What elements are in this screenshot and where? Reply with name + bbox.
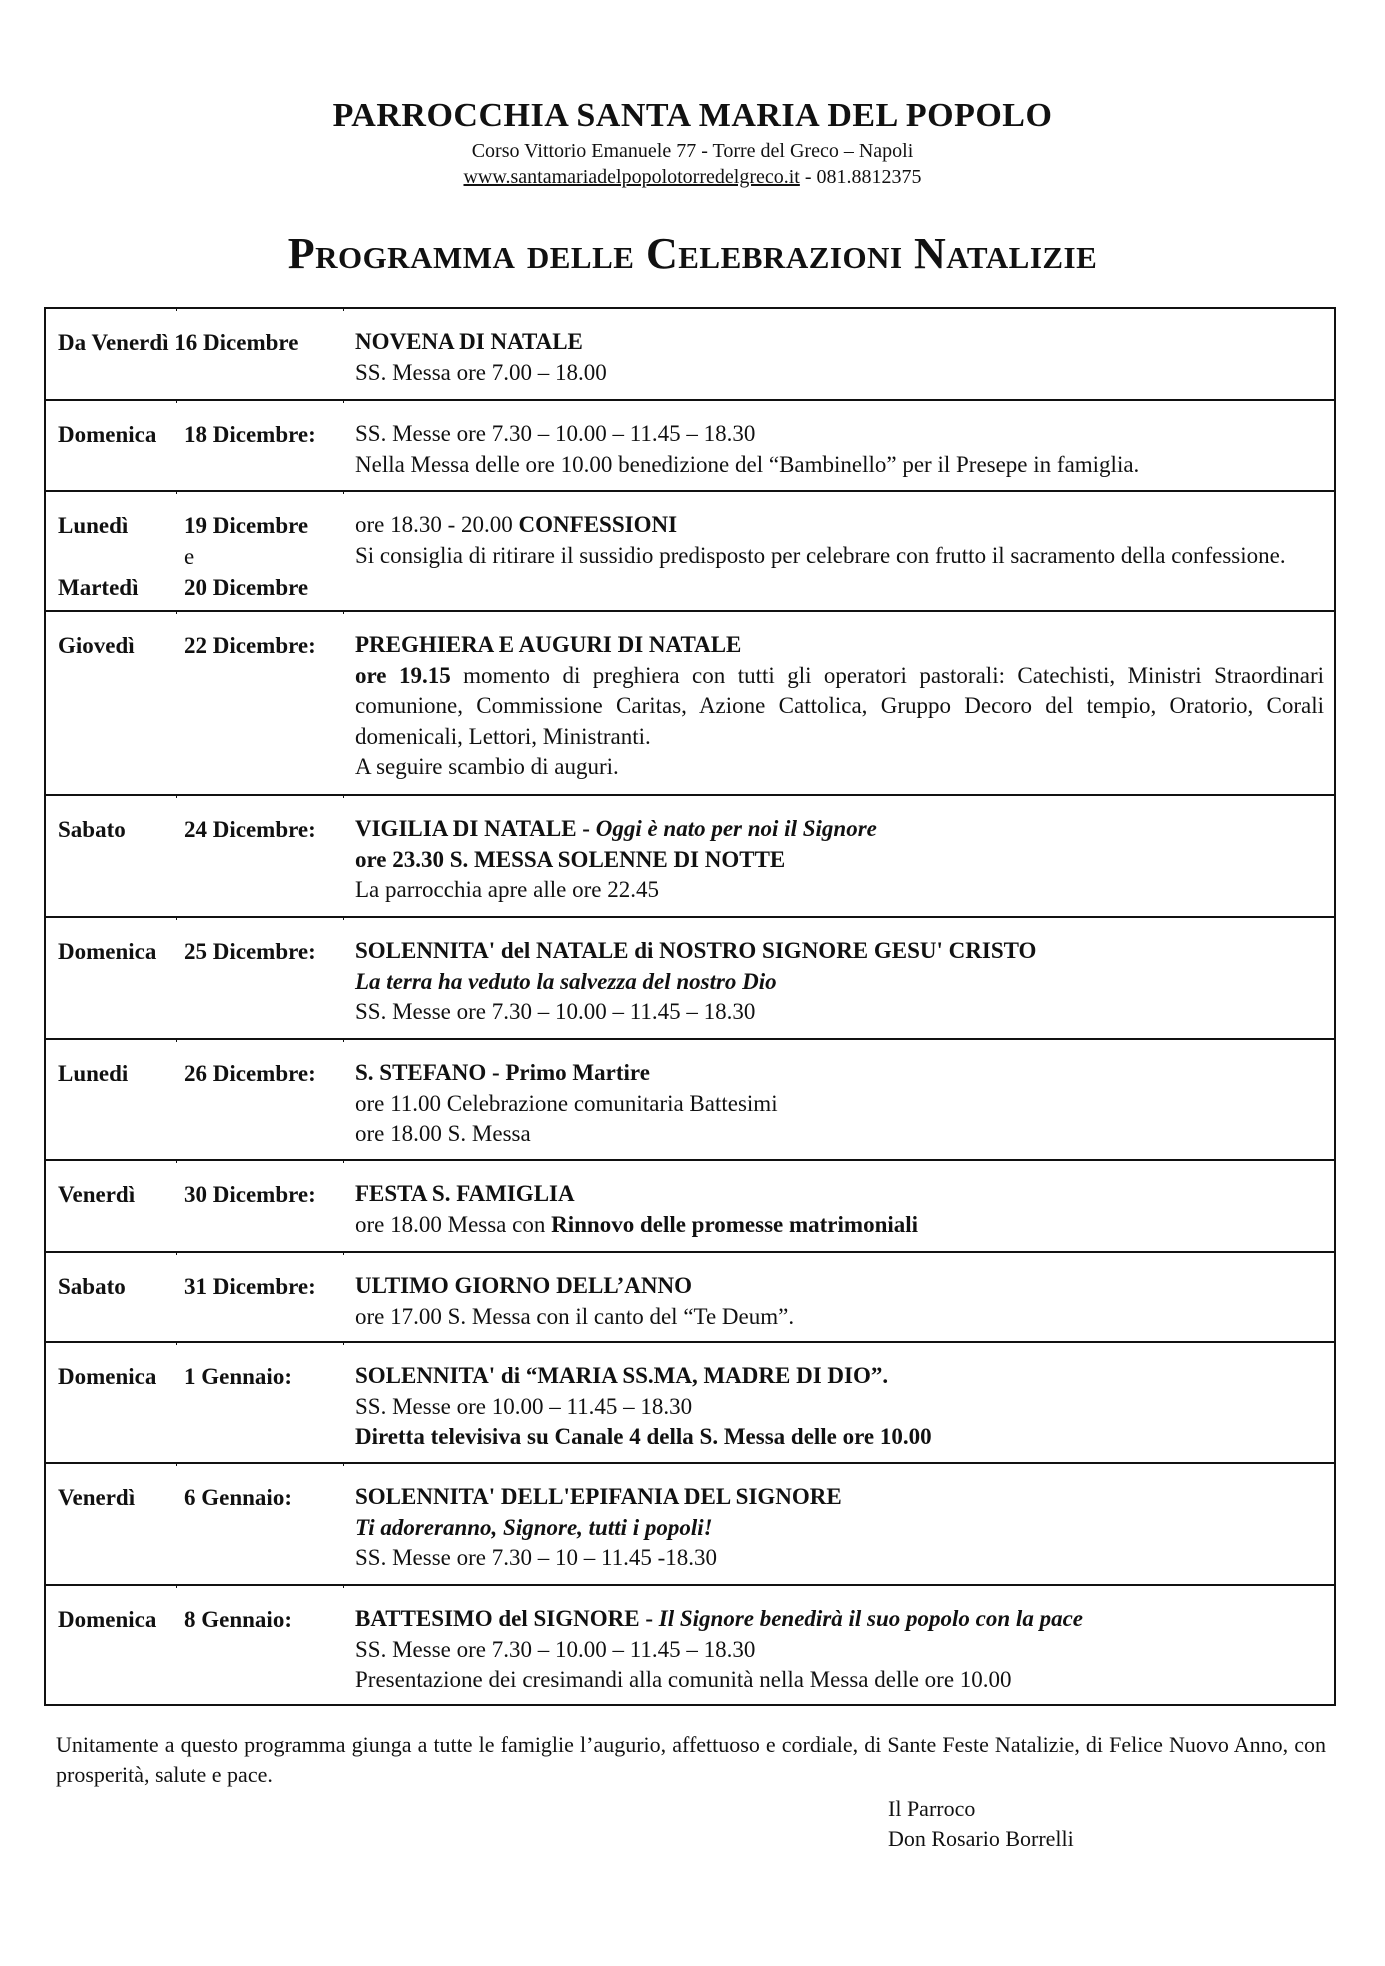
- event-line: [355, 1179, 1324, 1210]
- column-divider-tick: [343, 1462, 344, 1466]
- event-text-bold: FESTA S. FAMIGLIA: [355, 1181, 575, 1206]
- date-connector: [58, 541, 308, 572]
- date: 26 Dicembre:: [184, 1061, 316, 1086]
- event-line: [355, 845, 1324, 876]
- date-cell: [58, 1604, 292, 1635]
- weekday: Sabato: [58, 817, 126, 842]
- page-title: Programma delle Celebrazioni Natalizie: [287, 229, 1098, 278]
- contact-separator: -: [799, 166, 817, 188]
- event-details: [355, 1482, 1324, 1574]
- date-label: Da Venerdì 16 Dicembre: [58, 330, 299, 355]
- date-cell: [58, 1179, 316, 1210]
- column-divider-tick: [343, 916, 344, 920]
- parish-address: Corso Vittorio Emanuele 77 - Torre del Greco – Napoli: [471, 140, 914, 162]
- event-text: ore 11.00 Celebrazione comunitaria Battesimi: [355, 1090, 778, 1116]
- event-details: [355, 1604, 1324, 1696]
- date: 30 Dicembre:: [184, 1182, 316, 1207]
- date-cell: [58, 630, 316, 661]
- schedule-row: [46, 916, 1334, 1038]
- event-line: [355, 1513, 1324, 1544]
- event-details: [355, 814, 1324, 906]
- event-text-italic: Oggi è nato per noi il Signore: [595, 816, 877, 841]
- event-line: [355, 1058, 1324, 1089]
- event-text-bold: Diretta televisiva su Canale 4 della S. Messa delle ore 10.00: [355, 1424, 932, 1449]
- event-line: [355, 936, 1324, 967]
- schedule-row: [46, 610, 1334, 794]
- event-line: [355, 752, 1324, 783]
- event-line: [355, 1392, 1324, 1423]
- date: 6 Gennaio:: [184, 1485, 292, 1510]
- event-text-bold: ULTIMO GIORNO DELL’ANNO: [355, 1273, 692, 1298]
- date: 31 Dicembre:: [184, 1274, 316, 1299]
- event-text-bold: ore 23.30 S. MESSA SOLENNE DI NOTTE: [355, 846, 786, 872]
- event-text: ore 17.00 S. Messa con il canto del “Te Deum”.: [355, 1303, 795, 1329]
- event-line: [355, 1119, 1324, 1150]
- column-divider-tick: [343, 399, 344, 403]
- date-line: [58, 1604, 292, 1635]
- event-text-bold: SOLENNITA' DELL'EPIFANIA DEL SIGNORE: [355, 1484, 842, 1509]
- schedule-row: [46, 1462, 1334, 1584]
- weekday: Domenica: [58, 422, 157, 447]
- event-text: SS. Messe ore 7.30 – 10 – 11.45 -18.30: [355, 1545, 718, 1570]
- event-details: [355, 419, 1324, 480]
- date-cell: [58, 1361, 292, 1392]
- schedule-row: [46, 1584, 1334, 1704]
- date-line: [58, 814, 316, 845]
- date: 8 Gennaio:: [184, 1607, 292, 1632]
- event-details: [355, 1271, 1324, 1332]
- weekday: Lunedi: [58, 1061, 129, 1086]
- schedule-row: [46, 1251, 1334, 1341]
- event-text: A seguire scambio di auguri.: [355, 754, 619, 779]
- parish-contact: [0, 164, 1385, 190]
- column-divider-tick: [343, 490, 344, 494]
- date-line: [58, 1361, 292, 1392]
- column-divider-tick: [176, 794, 177, 798]
- date: 24 Dicembre:: [184, 817, 316, 842]
- event-line: [355, 1665, 1324, 1696]
- event-line: [355, 814, 1324, 845]
- event-line: [355, 1210, 1324, 1241]
- date-line: [58, 630, 316, 661]
- event-text-bold: BATTESIMO del SIGNORE -: [355, 1606, 659, 1631]
- event-text-bold: SOLENNITA' del NATALE di NOSTRO SIGNORE GESU' CRISTO: [355, 938, 1037, 963]
- column-divider-tick: [176, 610, 177, 614]
- weekday: Giovedì: [58, 633, 135, 658]
- event-line: [355, 1302, 1324, 1333]
- connector-text: e: [184, 544, 195, 569]
- date-line: [58, 510, 308, 541]
- date-line: [58, 572, 308, 603]
- event-line: [355, 541, 1324, 572]
- event-details: [355, 630, 1330, 783]
- weekday: Venerdì: [58, 1485, 136, 1510]
- column-divider-tick: [176, 1251, 177, 1255]
- column-divider-tick: [176, 307, 177, 311]
- closing-message: Unitamente a questo programma giunga a tutte le famiglie l’augurio, affettuoso e cordiale, di Sante Feste Natalizie, di Felice Nuovo Anno, con prosperità, salute e pace.: [56, 1732, 1326, 1787]
- signature: [888, 1794, 1074, 1854]
- column-divider-tick: [343, 1159, 344, 1163]
- date: 1 Gennaio:: [184, 1364, 292, 1389]
- event-line: [355, 1361, 1324, 1392]
- weekday: Lunedì: [58, 513, 129, 538]
- event-text: momento di preghiera con tutti gli operatori pastorali: Catechisti, Ministri Straordinari comunione, Commissione Caritas, Azione Cattolica, Gruppo Decoro del tempio, Oratorio, Corali domenicali, Lettori, Ministranti.: [355, 662, 1330, 749]
- event-text-italic: La terra ha veduto la salvezza del nostro Dio: [355, 968, 777, 994]
- event-details: [355, 510, 1324, 571]
- column-divider-tick: [176, 1038, 177, 1042]
- weekday: Sabato: [58, 1274, 126, 1299]
- date-line: [58, 1058, 316, 1089]
- event-text: ore 18.30 - 20.00: [355, 512, 519, 537]
- website-link[interactable]: www.santamariadelpopolotorredelgreco.it: [463, 166, 800, 188]
- event-details: [355, 1058, 1324, 1150]
- event-text-bold: VIGILIA DI NATALE -: [355, 816, 596, 841]
- event-text: Si consiglia di ritirare il sussidio predisposto per celebrare con frutto il sacramento della confessione.: [355, 542, 1286, 568]
- column-divider-tick: [176, 1159, 177, 1163]
- column-divider-tick: [343, 1251, 344, 1255]
- event-line: [355, 630, 1324, 661]
- document-header: [0, 96, 1385, 190]
- event-text-bold: SOLENNITA' di “MARIA SS.MA, MADRE DI DIO”.: [355, 1363, 889, 1388]
- event-line: [355, 358, 1324, 389]
- date-cell: [58, 1058, 316, 1089]
- schedule-table: [44, 307, 1336, 1706]
- event-line: [355, 327, 1324, 358]
- event-details: [355, 936, 1324, 1028]
- weekday: Domenica: [58, 939, 157, 964]
- column-divider-tick: [343, 794, 344, 798]
- event-text-bold: PREGHIERA E AUGURI DI NATALE: [355, 632, 742, 657]
- date-cell: [58, 936, 316, 967]
- phone-number: 081.8812375: [816, 166, 922, 188]
- event-text: SS. Messa ore 7.00 – 18.00: [355, 359, 607, 385]
- date-line: [58, 1271, 316, 1302]
- event-line: [355, 1604, 1324, 1635]
- event-text-italic: Il Signore benedirà il suo popolo con la pace: [658, 1606, 1083, 1631]
- date-line: [58, 1179, 316, 1210]
- date-cell: [58, 327, 298, 358]
- event-line: [355, 1422, 1324, 1453]
- column-divider-tick: [343, 307, 344, 311]
- column-divider-tick: [343, 1584, 344, 1588]
- column-divider-tick: [176, 1584, 177, 1588]
- event-details: [355, 1179, 1324, 1240]
- column-divider-tick: [176, 916, 177, 920]
- event-text: Nella Messa delle ore 10.00 benedizione del “Bambinello” per il Presepe in famiglia.: [355, 451, 1140, 477]
- parish-name: PARROCCHIA SANTA MARIA DEL POPOLO: [332, 97, 1053, 134]
- event-line: [355, 419, 1324, 450]
- event-text: SS. Messe ore 10.00 – 11.45 – 18.30: [355, 1393, 693, 1419]
- signature-role: Il Parroco: [888, 1796, 976, 1821]
- date: 25 Dicembre:: [184, 939, 316, 964]
- date: 20 Dicembre: [184, 575, 309, 600]
- event-text-bold: ore 19.15: [355, 662, 451, 688]
- date-cell: [58, 1271, 316, 1302]
- date-cell: [58, 814, 316, 845]
- date-line: [58, 419, 316, 450]
- schedule-row: [46, 794, 1334, 916]
- date: 18 Dicembre:: [184, 422, 316, 447]
- event-text: SS. Messe ore 7.30 – 10.00 – 11.45 – 18.30: [355, 1636, 756, 1662]
- date-cell: [58, 419, 316, 450]
- date-line: [58, 1482, 292, 1513]
- event-details: [355, 1361, 1324, 1453]
- signature-name: Don Rosario Borrelli: [888, 1826, 1074, 1851]
- event-line: [355, 1482, 1324, 1513]
- event-text-bold: Rinnovo delle promesse matrimoniali: [551, 1211, 919, 1237]
- event-line: [355, 661, 1330, 753]
- column-divider-tick: [176, 490, 177, 494]
- event-text-bold: CONFESSIONI: [518, 512, 678, 537]
- event-line: [355, 1543, 1324, 1574]
- event-text: La parrocchia apre alle ore 22.45: [355, 877, 659, 902]
- date: 19 Dicembre: [184, 513, 309, 538]
- event-text: SS. Messe ore 7.30 – 10.00 – 11.45 – 18.30: [355, 421, 756, 446]
- column-divider-tick: [176, 1462, 177, 1466]
- schedule-row: [46, 490, 1334, 610]
- date: 22 Dicembre:: [184, 633, 316, 658]
- event-text: ore 18.00 S. Messa: [355, 1121, 531, 1146]
- event-text: SS. Messe ore 7.30 – 10.00 – 11.45 – 18.30: [355, 999, 756, 1024]
- event-text-italic: Ti adoreranno, Signore, tutti i popoli!: [355, 1514, 713, 1540]
- weekday: Venerdì: [58, 1182, 136, 1207]
- column-divider-tick: [343, 1038, 344, 1042]
- event-line: [355, 967, 1324, 998]
- weekday: Martedì: [58, 575, 139, 600]
- event-line: [355, 875, 1324, 906]
- event-line: [355, 997, 1324, 1028]
- event-text-bold: NOVENA DI NATALE: [355, 329, 583, 354]
- schedule-row: [46, 1159, 1334, 1251]
- schedule-row: [46, 1341, 1334, 1462]
- column-divider-tick: [343, 610, 344, 614]
- event-text: ore 18.00 Messa con: [355, 1211, 552, 1237]
- column-divider-tick: [343, 1341, 344, 1345]
- event-line: [355, 1089, 1324, 1120]
- event-line: [355, 1635, 1324, 1666]
- column-divider-tick: [176, 399, 177, 403]
- weekday: Domenica: [58, 1607, 157, 1632]
- event-line: [355, 450, 1324, 481]
- column-divider-tick: [176, 1341, 177, 1345]
- event-text: Presentazione dei cresimandi alla comunità nella Messa delle ore 10.00: [355, 1667, 1012, 1692]
- date-cell: [58, 510, 308, 603]
- schedule-row: [46, 1038, 1334, 1159]
- date-cell: [58, 1482, 292, 1513]
- weekday: Domenica: [58, 1364, 157, 1389]
- schedule-row: [46, 309, 1334, 399]
- event-line: [355, 1271, 1324, 1302]
- event-text-bold: S. STEFANO - Primo Martire: [355, 1060, 650, 1085]
- schedule-row: [46, 399, 1334, 490]
- date-line: [58, 936, 316, 967]
- event-details: [355, 327, 1324, 388]
- event-line: [355, 510, 1324, 541]
